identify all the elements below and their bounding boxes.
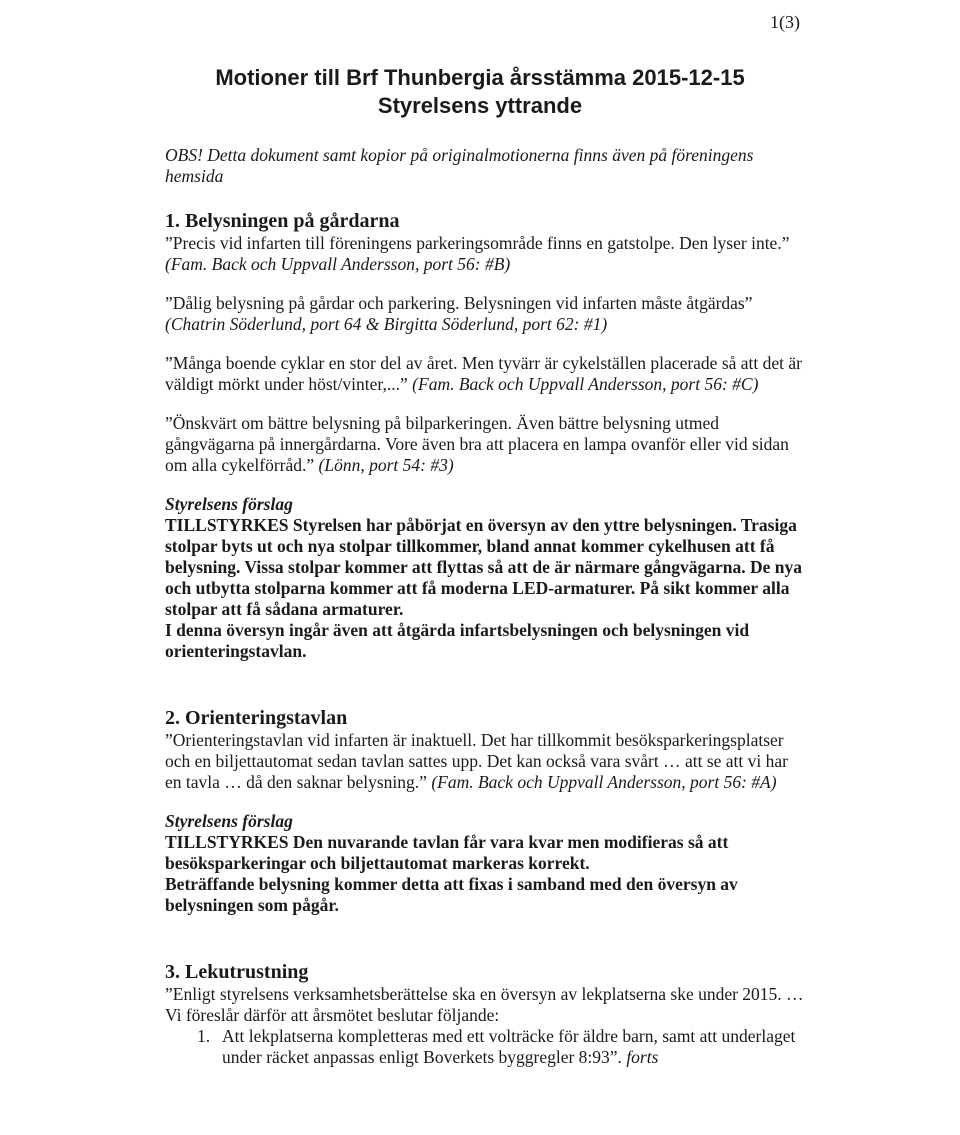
motion-quote: ”Orienteringstavlan vid infarten är inaktuell. Det har tillkommit besöksparkeringsplatser och en biljettautomat sedan tavlan sattes upp. Det kan också vara svårt … att se att vi har en tavla … då den saknar belysning.” [165, 730, 788, 792]
section-heading: 1. Belysningen på gårdarna [165, 210, 400, 232]
motion [165, 730, 805, 793]
motion-quote: ”Precis vid infarten till föreningens parkeringsområde finns en gatstolpe. Den lyser inte.” [165, 233, 790, 253]
motion-source: (Fam. Back och Uppvall Andersson, port 56: #C) [412, 374, 759, 394]
motion [165, 293, 805, 335]
forts-label: forts [626, 1047, 659, 1067]
list-item [165, 1026, 805, 1068]
section-lekutrustning [165, 960, 805, 1068]
proposal-text: TILLSTYRKES Styrelsen har påbörjat en översyn av den yttre belysningen. Trasiga stolpar byts ut och nya stolpar tillkommer, bland annat kommer cykelhusen att få belysning. Vissa stolpar kommer att flyttas så att de är närmare gångvägarna. De nya och utbytta stolparna kommer att få moderna LED-armaturer. På sikt kommer alla stolpar att få sådana armaturer. [165, 515, 802, 619]
motion-quote: ”Dålig belysning på gårdar och parkering. Belysningen vid infarten måste åtgärdas” [165, 293, 753, 313]
motion-source: (Fam. Back och Uppvall Andersson, port 56: #B) [165, 254, 511, 274]
section-heading: 3. Lekutrustning [165, 961, 309, 983]
proposal-text: Beträffande belysning kommer detta att fixas i samband med den översyn av belysningen som pågår. [165, 874, 738, 915]
page-number: 1(3) [770, 12, 800, 32]
motion-quote: ”Många boende cyklar en stor del av året. Men tyvärr är cykelställen placerade så att det är väldigt mörkt under höst/vinter,...” [165, 353, 802, 394]
list-item-text: Att lekplatserna kompletteras med ett volträcke för äldre barn, samt att underlaget under räcket anpassas enligt Boverkets byggregler 8:93”. [222, 1026, 796, 1067]
proposal-text: TILLSTYRKES Den nuvarande tavlan får vara kvar men modifieras så att besöksparkeringar och biljettautomat markeras korrekt. [165, 832, 729, 873]
document-body [165, 145, 805, 1068]
motion [165, 233, 805, 275]
motion [165, 413, 805, 476]
section-intro: ”Enligt styrelsens verksamhetsberättelse ska en översyn av lekplatserna ske under 2015. … Vi föreslår därför att årsmötet beslutar följande: [165, 984, 804, 1025]
motion-list [165, 1026, 805, 1068]
section-orienteringstavlan [165, 706, 805, 916]
motion [165, 353, 805, 395]
proposal-heading: Styrelsens förslag [165, 494, 293, 514]
document-subtitle: Styrelsens yttrande [377, 93, 583, 118]
section-belysning [165, 209, 805, 662]
section-heading: 2. Orienteringstavlan [165, 707, 348, 729]
motion-source: (Lönn, port 54: #3) [318, 455, 454, 475]
proposal-text: I denna översyn ingår även att åtgärda infartsbelysningen och belysningen vid orienteringstavlan. [165, 620, 750, 661]
motion-source: (Chatrin Söderlund, port 64 & Birgitta Söderlund, port 62: #1) [165, 314, 608, 334]
motion-source: (Fam. Back och Uppvall Andersson, port 56: #A) [431, 772, 777, 792]
list-number: 1. [197, 1026, 211, 1046]
document-header [0, 64, 960, 120]
document-title: Motioner till Brf Thunbergia årsstämma 2015-12-15 [215, 65, 745, 90]
notice: OBS! Detta dokument samt kopior på originalmotionerna finns även på föreningens hemsida [165, 145, 754, 186]
proposal-heading: Styrelsens förslag [165, 811, 293, 831]
motion-quote: ”Önskvärt om bättre belysning på bilparkeringen. Även bättre belysning utmed gångvägarna på innergårdarna. Vore även bra att placera en lampa ovanför eller vid sidan om alla cykelförråd.” [165, 413, 789, 475]
